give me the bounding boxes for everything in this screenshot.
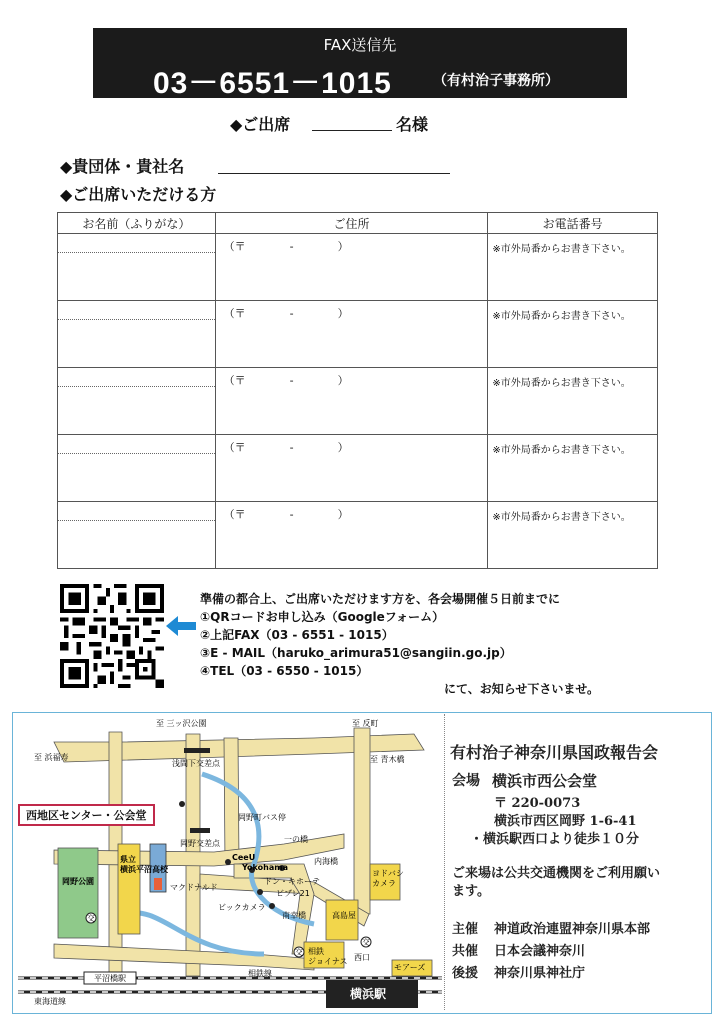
map-label-asamashita: 浅間下交差点: [172, 759, 220, 768]
option-qr[interactable]: ①QRコードお申し込み（Googleフォーム）: [200, 610, 445, 624]
sponsor-role: 後援: [452, 966, 479, 981]
instructions-intro: 準備の都合上、ご出席いただけます方を、各会場開催５日前までに: [200, 592, 561, 606]
furigana-divider: [58, 453, 215, 454]
furigana-divider: [58, 386, 215, 387]
option-fax: ②上記FAX（03 - 6551 - 1015）: [200, 628, 394, 642]
option-email[interactable]: ③E - MAIL（haruko_arimura51@sangiin.go.jp）: [200, 646, 512, 660]
table-row: [58, 301, 658, 368]
address-field[interactable]: （〒 - ）: [215, 435, 488, 502]
map-label-okano-cross: 岡野交差点: [180, 839, 220, 848]
map-label-center: 西地区センター・公会堂: [18, 804, 155, 826]
header-phone: お電話番号: [488, 213, 658, 234]
table-header-row: [58, 213, 658, 234]
map-label-takashimaya: 高島屋: [332, 911, 356, 920]
map-label-joinus: 相鉄ジョイナス: [308, 947, 348, 966]
fax-title: FAX送信先: [323, 36, 397, 54]
map-label-hamafukuju: 至 浜福寿: [34, 753, 69, 762]
map-label-donki: ドン・キホーテ: [264, 877, 320, 886]
map-label-aokibashi: 至 青木橋: [370, 755, 405, 764]
map-label-tokaido: 東海道線: [34, 997, 66, 1006]
arrow-left-icon: [166, 616, 196, 636]
attendee-table: [57, 212, 658, 569]
map-label-mitsuzawa: 至 三ッ沢公園: [156, 719, 207, 728]
venue-postal: 〒 220-0073: [494, 796, 581, 811]
furigana-divider: [58, 319, 215, 320]
map-label-sotetsu: 相鉄線: [248, 969, 272, 978]
event-info: [450, 734, 708, 1004]
map-label-minamisaiwai: 南幸橋: [282, 911, 306, 920]
phone-field[interactable]: ※市外局番からお書き下さい。: [488, 435, 658, 502]
map-label-yokohama-station: 横浜駅: [350, 987, 387, 1001]
event-title: 有村治子神奈川県国政報告会: [450, 743, 659, 762]
phone-field[interactable]: ※市外局番からお書き下さい。: [488, 368, 658, 435]
address-field[interactable]: （〒 - ）: [215, 502, 488, 569]
venue-map: [14, 714, 442, 1010]
attendance-count-field[interactable]: [312, 130, 392, 131]
fax-office: （有村治子事務所）: [433, 73, 559, 89]
fax-number: 03－6551－1015: [153, 67, 392, 100]
map-label-naikohashi: 内海橋: [314, 857, 338, 866]
fax-banner: [93, 28, 627, 98]
furigana-divider: [58, 252, 215, 253]
map-label-ichinohashi: 一の橋: [284, 835, 308, 844]
map-cross-2: 交: [362, 938, 370, 947]
header-address: ご住所: [215, 213, 488, 234]
phone-field[interactable]: ※市外局番からお書き下さい。: [488, 234, 658, 301]
map-label-bic: ビックカメラ: [218, 903, 266, 912]
phone-field[interactable]: ※市外局番からお書き下さい。: [488, 301, 658, 368]
name-field[interactable]: [58, 234, 216, 301]
co-organizer-name: 日本会議神奈川: [494, 944, 586, 959]
organizer-name: 神道政治連盟神奈川県本部: [494, 922, 651, 937]
map-cross-3: 交: [295, 948, 303, 957]
transport-note-1: ご来場は公共交通機関をご利用願い: [452, 866, 661, 881]
map-label-yokohama: Yokohama: [242, 863, 288, 872]
venue-address: 横浜市西区岡野 1-6-41: [494, 814, 637, 829]
address-field[interactable]: （〒 - ）: [215, 301, 488, 368]
map-label-tanmachi: 至 反町: [352, 719, 379, 728]
co-organizer-role: 共催: [452, 944, 479, 959]
table-row: [58, 368, 658, 435]
instructions-closing: にて、お知らせ下さいませ。: [444, 682, 600, 696]
organizer-role: 主催: [452, 922, 479, 937]
map-label-school: 県立横浜平沼高校: [120, 855, 168, 874]
map-label-park: 岡野公園: [62, 877, 94, 886]
name-field[interactable]: [58, 502, 216, 569]
phone-field[interactable]: ※市外局番からお書き下さい。: [488, 502, 658, 569]
furigana-divider: [58, 520, 215, 521]
attendance-suffix: 名様: [396, 115, 429, 134]
sponsor-name: 神奈川県神社庁: [494, 966, 586, 981]
attendance-prefix: ◆ご出席: [230, 115, 291, 134]
address-field[interactable]: （〒 - ）: [215, 234, 488, 301]
option-tel: ④TEL（03 - 6550 - 1015）: [200, 664, 369, 678]
venue-label: 会場: [452, 773, 480, 789]
name-field[interactable]: [58, 301, 216, 368]
qr-code-icon[interactable]: [60, 584, 164, 688]
table-row: [58, 502, 658, 569]
header-name: お名前（ふりがな）: [58, 213, 216, 234]
venue-name: 横浜市西公会堂: [492, 772, 598, 790]
transport-note-2: ます。: [452, 884, 490, 899]
attendees-label: ◆ご出席いただける方: [60, 185, 217, 204]
venue-access: ・横浜駅西口より徒歩１０分: [470, 832, 640, 847]
map-label-nishiguchi: 西口: [354, 953, 370, 962]
table-row: [58, 234, 658, 301]
name-field[interactable]: [58, 368, 216, 435]
map-label-vive: ビブレ21: [276, 889, 310, 898]
map-cross-1: 交: [87, 914, 95, 923]
map-label-mcd: マクドナルド: [170, 883, 218, 892]
map-label-mores: モアーズ: [394, 963, 426, 972]
organization-label: ◆貴団体・貴社名: [60, 157, 185, 176]
organization-field[interactable]: [218, 173, 450, 174]
map-label-yodobashi: ヨドバシカメラ: [372, 869, 404, 888]
address-field[interactable]: （〒 - ）: [215, 368, 488, 435]
map-label-hiranuma: 平沼橋駅: [94, 974, 126, 983]
table-row: [58, 435, 658, 502]
map-label-ceeu: CeeU: [232, 853, 256, 862]
map-divider: [444, 714, 445, 1010]
name-field[interactable]: [58, 435, 216, 502]
map-label-okanomachi-bus: 岡野町バス停: [238, 813, 286, 822]
